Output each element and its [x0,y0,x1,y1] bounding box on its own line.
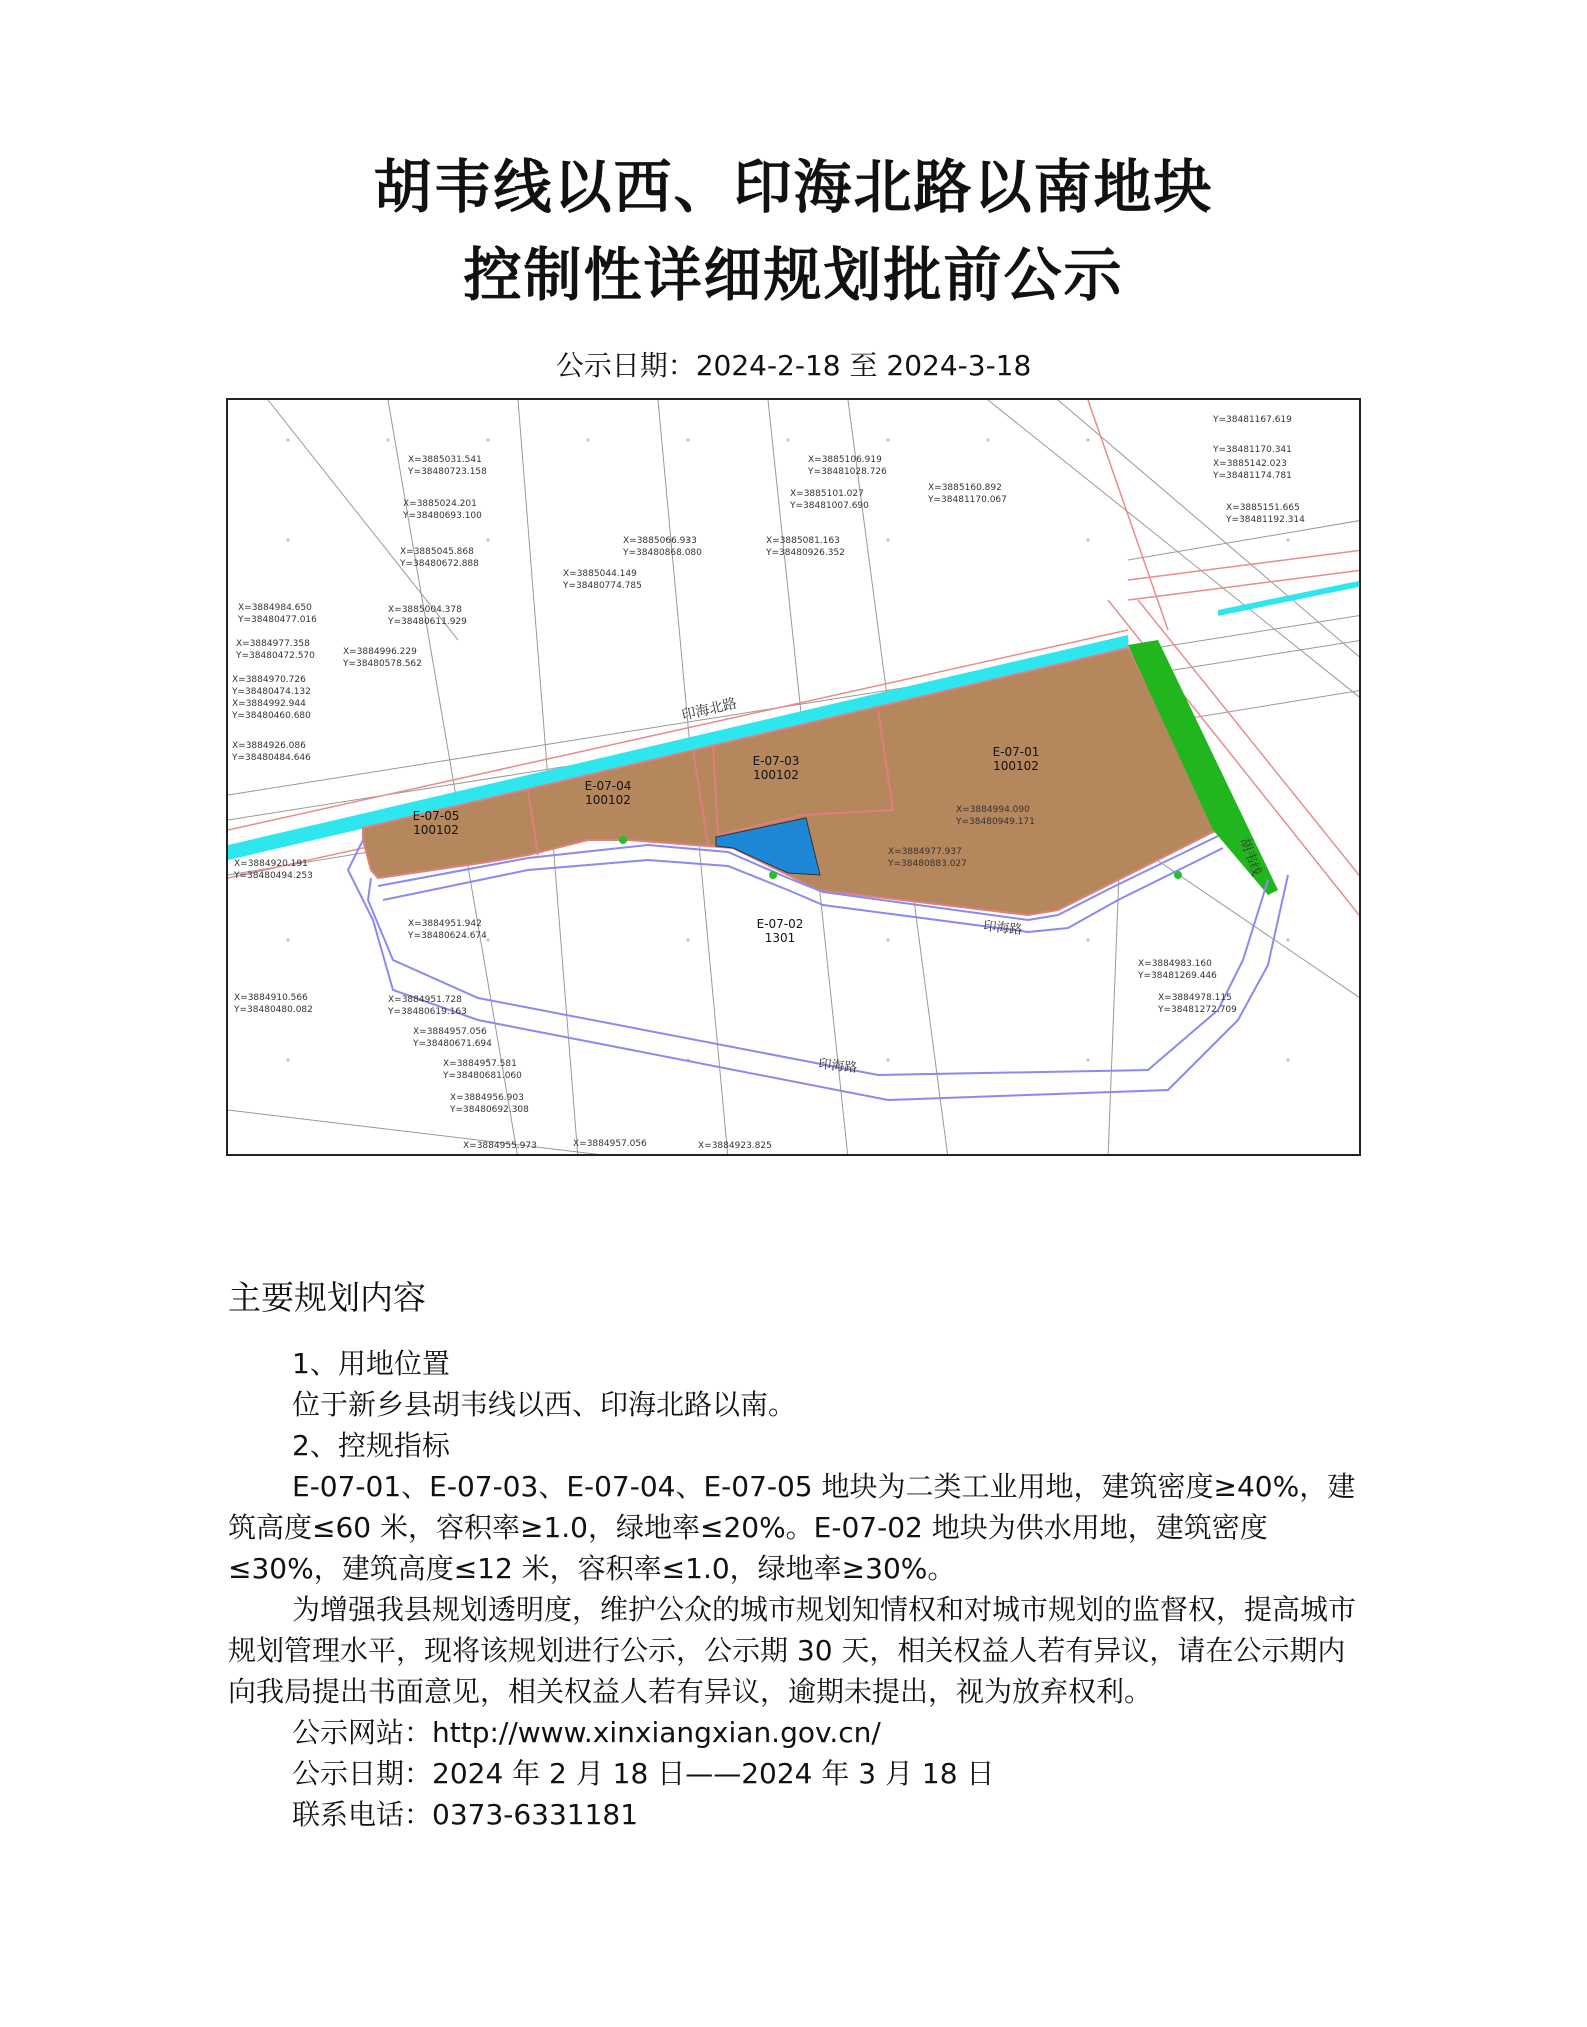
coord-label: Y=38480578.562 [343,659,422,669]
coord-label: Y=38481170.067 [928,495,1007,505]
coord-label: X=3885151.665 [1226,503,1300,513]
parcel-code: E-07-03 [752,754,800,768]
coord-label: X=3884978.115 [1158,993,1232,1003]
coord-label: X=3885160.892 [928,483,1002,493]
coord-label: Y=38480484.646 [232,753,311,763]
coord-label: X=3884977.937 [888,847,962,857]
parcel-use: 100102 [993,759,1039,773]
parcel-code: E-07-05 [412,809,460,823]
parcel-code: E-07-04 [584,779,632,793]
parcel-use: 100102 [413,823,459,837]
planning-map [226,398,1361,1156]
coord-label: Y=38481007.690 [790,501,869,511]
coord-label: Y=38480671.694 [413,1039,492,1049]
coord-label: Y=38480868.080 [623,548,702,558]
road-label-south-outer: 印海路 [817,1057,858,1077]
coord-label: Y=38480774.785 [563,581,642,591]
road-label-east: 胡韦线 [1236,836,1264,879]
coord-label: X=3884923.825 [698,1141,772,1151]
coord-label: X=3884951.728 [388,995,462,1005]
coord-label: X=3885045.868 [400,547,474,557]
coord-label: Y=38480460.680 [232,711,311,721]
coord-label: Y=38481192.314 [1226,515,1305,525]
notice-date: 公示日期：2024-2-18 至 2024-3-18 [555,349,1032,382]
coord-label: X=3884996.229 [343,647,417,657]
coord-label: Y=38480472.570 [236,651,315,661]
coord-label: Y=38480672.888 [400,559,479,569]
coord-label: X=3884957.056 [413,1027,487,1037]
coord-label: X=3884970.726 [232,675,306,685]
coord-label: X=3884955.973 [463,1141,537,1151]
paragraph-indicators: E-07-01、E-07-03、E-07-04、E-07-05 地块为二类工业用地，建筑密度≥40%，建筑高度≤60 米，容积率≥1.0，绿地率≤20%。E-07-02 地块为供水用地，建筑密度≤30%，建筑高度≤12 米，容积率≤1.0，绿地率≥30%。 [228,1470,1356,1585]
coord-label: Y=38480611.929 [388,617,467,627]
title-line-1: 胡韦线以西、印海北路以南地块 [373,153,1214,221]
coord-label: X=3884956.903 [450,1093,524,1103]
paragraph-website: 公示网站：http://www.xinxiangxian.gov.cn/ [292,1716,881,1749]
coord-label: Y=38480619.163 [388,1007,467,1017]
coord-label: Y=38481269.446 [1138,971,1217,981]
paragraph-item-2: 2、控规指标 [292,1429,450,1462]
coord-label: X=3884957.581 [443,1059,517,1069]
coord-label: X=3885024.201 [403,499,477,509]
section-heading: 主要规划内容 [228,1278,426,1317]
coord-label: X=3884994.090 [956,805,1030,815]
coord-label: Y=38480624.674 [408,931,487,941]
coord-label: X=3885004.378 [388,605,462,615]
coord-label: Y=38480477.016 [238,615,317,625]
coord-label: X=3884984.650 [238,603,312,613]
road-label-south-inner: 印海路 [982,919,1023,939]
coord-label: X=3885106.919 [808,455,882,465]
coord-label: Y=38481272.709 [1158,1005,1237,1015]
coord-label: X=3885101.027 [790,489,864,499]
coord-label: X=3884951.942 [408,919,482,929]
coord-label: Y=38480693.100 [403,511,482,521]
coord-label: X=3885044.149 [563,569,637,579]
coord-label: X=3884992.944 [232,699,306,709]
coord-label: X=3885066.933 [623,536,697,546]
coord-label: X=3884957.056 [573,1139,647,1149]
coord-label: Y=38480681.060 [443,1071,522,1081]
paragraph-notice-date: 公示日期：2024 年 2 月 18 日——2024 年 3 月 18 日 [292,1757,995,1790]
coord-label: Y=38480480.082 [234,1005,313,1015]
coord-label: Y=38480474.132 [232,687,311,697]
coord-label: Y=38481170.341 [1213,445,1292,455]
parcel-code: E-07-02 [756,917,804,931]
coord-label: Y=38481174.781 [1213,471,1292,481]
main-content [228,1272,1358,1835]
coord-label: X=3884983.160 [1138,959,1212,969]
coord-label: X=3885081.163 [766,536,840,546]
coord-label: Y=38480692.308 [450,1105,529,1115]
coord-label: X=3884977.358 [236,639,310,649]
title-line-2: 控制性详细规划批前公示 [463,241,1124,309]
parcel-use: 100102 [585,793,631,807]
coord-label: X=3885142.023 [1213,459,1287,469]
paragraph-phone: 联系电话：0373-6331181 [292,1798,639,1831]
coord-label: X=3885031.541 [408,455,482,465]
coord-label: X=3884926.086 [232,741,306,751]
coord-label: X=3884910.566 [234,993,308,1003]
coord-label: Y=38480723.158 [408,467,487,477]
paragraph-location: 位于新乡县胡韦线以西、印海北路以南。 [292,1388,797,1421]
parcel-code: E-07-01 [992,745,1040,759]
paragraph-item-1: 1、用地位置 [292,1347,450,1380]
road-label-north: 印海北路 [680,695,739,724]
coord-label: Y=38480949.171 [956,817,1035,827]
parcel-use: 100102 [753,768,799,782]
coord-label: Y=38481028.726 [808,467,887,477]
coord-label: Y=38480494.253 [234,871,313,881]
coord-label: X=3884920.191 [234,859,308,869]
coord-label: Y=38480883.027 [888,859,967,869]
coord-label: Y=38481167.619 [1213,415,1292,425]
paragraph-notice: 为增强我县规划透明度，维护公众的城市规划知情权和对城市规划的监督权，提高城市规划管理水平，现将该规划进行公示，公示期 30 天，相关权益人若有异议，请在公示期内向我局提出书面意见，相关权益人若有异议，逾期未提出，视为放弃权利。 [228,1593,1357,1708]
coord-label: Y=38480926.352 [766,548,845,558]
parcel-use: 1301 [764,931,796,945]
